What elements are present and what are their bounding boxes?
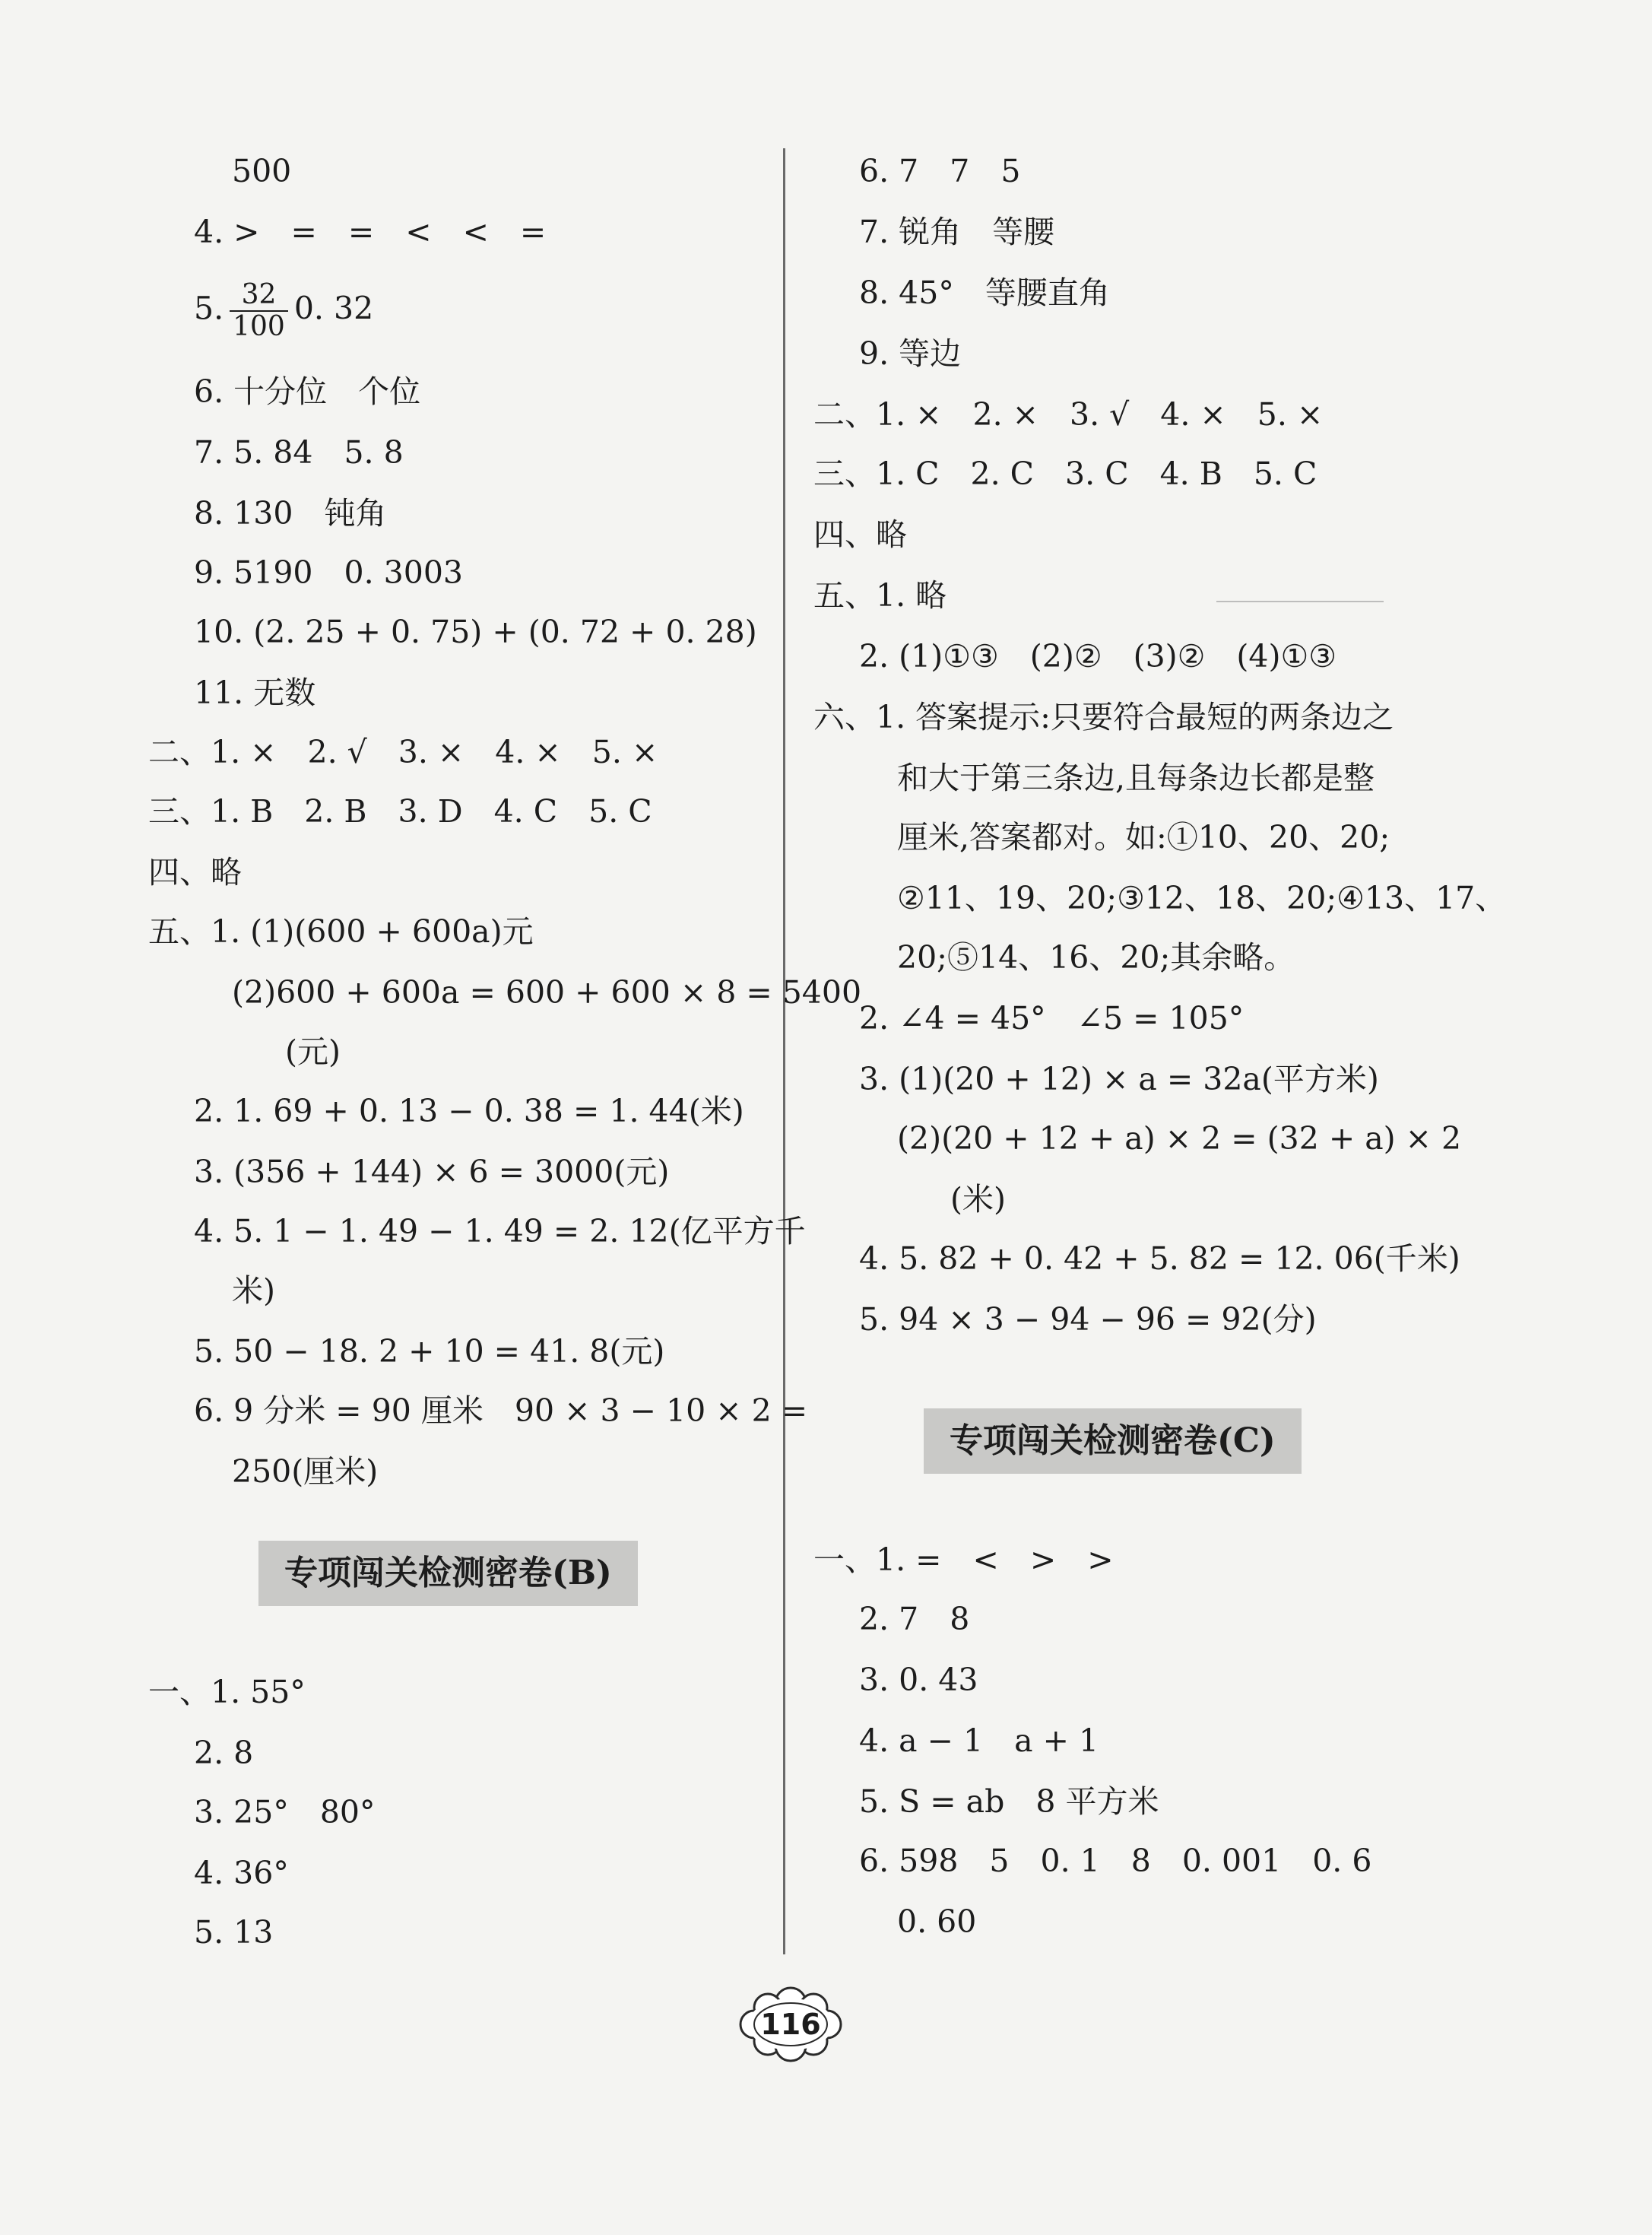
answer-line: (元): [285, 1033, 341, 1070]
answer-line: 六、1. 答案提示:只要符合最短的两条边之: [813, 699, 1394, 735]
answer-line: (2)600 + 600a = 600 + 600 × 8 = 5400: [232, 974, 862, 1011]
answer-line: 和大于第三条边,且每条边长都是整: [897, 760, 1375, 796]
answer-line: 4. a − 1 a + 1: [859, 1722, 1099, 1759]
answer-line: 4. 5. 82 + 0. 42 + 5. 82 = 12. 06(千米): [859, 1240, 1460, 1277]
answer-line: 4. 36°: [194, 1855, 289, 1891]
answer-line: 6. 7 7 5: [859, 153, 1021, 189]
answer-line: 250(厘米): [232, 1453, 379, 1490]
section-heading-c: 专项闯关检测密卷(C): [924, 1408, 1302, 1474]
answer-line: 一、1. = < > >: [813, 1541, 1114, 1578]
answer-line: 3. (1)(20 + 12) × a = 32a(平方米): [859, 1061, 1379, 1097]
answer-line: 一、1. 55°: [148, 1674, 306, 1710]
answer-line: 6. 9 分米 = 90 厘米 90 × 3 − 10 × 2 =: [194, 1392, 808, 1429]
answer-line: 4. 5. 1 − 1. 49 − 1. 49 = 2. 12(亿平方千: [194, 1213, 806, 1249]
answer-line: 四、略: [813, 516, 907, 553]
answer-line: 厘米,答案都对。如:①10、20、20;: [897, 819, 1390, 856]
answer-line: 8. 130 钝角: [194, 495, 387, 532]
numerator: 32: [230, 280, 288, 312]
answer-line: 三、1. C 2. C 3. C 4. B 5. C: [813, 456, 1317, 492]
denominator: 100: [233, 311, 285, 342]
answer-line-fraction: [194, 280, 373, 342]
answer-line: 9. 等边: [859, 335, 962, 372]
answer-line: 8. 45° 等腰直角: [859, 275, 1110, 311]
answer-line: 2. (1)①③ (2)② (3)② (4)①③: [859, 638, 1337, 675]
answer-line: 7. 5. 84 5. 8: [194, 434, 404, 471]
answer-line: 五、1. 略: [813, 577, 947, 614]
answer-line: 3. 0. 43: [859, 1662, 978, 1698]
answer-line: 5. 13: [194, 1914, 274, 1951]
answer-line: 三、1. B 2. B 3. D 4. C 5. C: [148, 793, 652, 830]
item-number: 5.: [194, 290, 224, 327]
answer-line: 2. 1. 69 + 0. 13 − 0. 38 = 1. 44(米): [194, 1093, 744, 1129]
answer-line: 20;⑤14、16、20;其余略。: [897, 939, 1295, 976]
answer-line: 4. > = = < < =: [194, 214, 547, 250]
answer-line: 9. 5190 0. 3003: [194, 554, 463, 591]
answer-line: 3. 25° 80°: [194, 1794, 376, 1830]
page-number: 116: [760, 2008, 821, 2041]
answer-line: 二、1. × 2. √ 3. × 4. × 5. ×: [148, 734, 658, 770]
answer-line: 11. 无数: [194, 675, 316, 711]
section-heading-b: 专项闯关检测密卷(B): [258, 1541, 638, 1606]
fraction: [230, 280, 288, 342]
answer-line: 7. 锐角 等腰: [859, 214, 1055, 250]
answer-line: (2)(20 + 12 + a) × 2 = (32 + a) × 2: [897, 1120, 1462, 1157]
answer-line: 5. 94 × 3 − 94 − 96 = 92(分): [859, 1301, 1317, 1338]
answer-line: 2. ∠4 = 45° ∠5 = 105°: [859, 1000, 1245, 1037]
page-number-badge: [737, 1986, 844, 2062]
decimal-value: 0. 32: [293, 290, 374, 327]
answer-line: (米): [950, 1181, 1006, 1218]
answer-line: 10. (2. 25 + 0. 75) + (0. 72 + 0. 28): [194, 614, 757, 650]
answer-line: 四、略: [148, 854, 242, 891]
answer-line: 6. 十分位 个位: [194, 373, 421, 410]
answer-line: 3. (356 + 144) × 6 = 3000(元): [194, 1154, 670, 1190]
answer-line: 500: [232, 153, 292, 189]
answer-line: ②11、19、20;③12、18、20;④13、17、: [897, 880, 1507, 916]
answer-line: 5. 50 − 18. 2 + 10 = 41. 8(元): [194, 1333, 665, 1370]
answer-line: 6. 598 5 0. 1 8 0. 001 0. 6: [859, 1843, 1372, 1879]
answer-line: 二、1. × 2. × 3. √ 4. × 5. ×: [813, 396, 1324, 433]
faint-rule: [1216, 601, 1384, 602]
answer-line: 五、1. (1)(600 + 600a)元: [148, 913, 534, 950]
answer-line: 0. 60: [897, 1903, 977, 1940]
answer-line: 米): [232, 1272, 275, 1309]
answer-line: 5. S = ab 8 平方米: [859, 1783, 1159, 1820]
answer-line: 2. 7 8: [859, 1601, 970, 1637]
answer-line: 2. 8: [194, 1735, 254, 1771]
column-divider: [783, 148, 785, 1954]
